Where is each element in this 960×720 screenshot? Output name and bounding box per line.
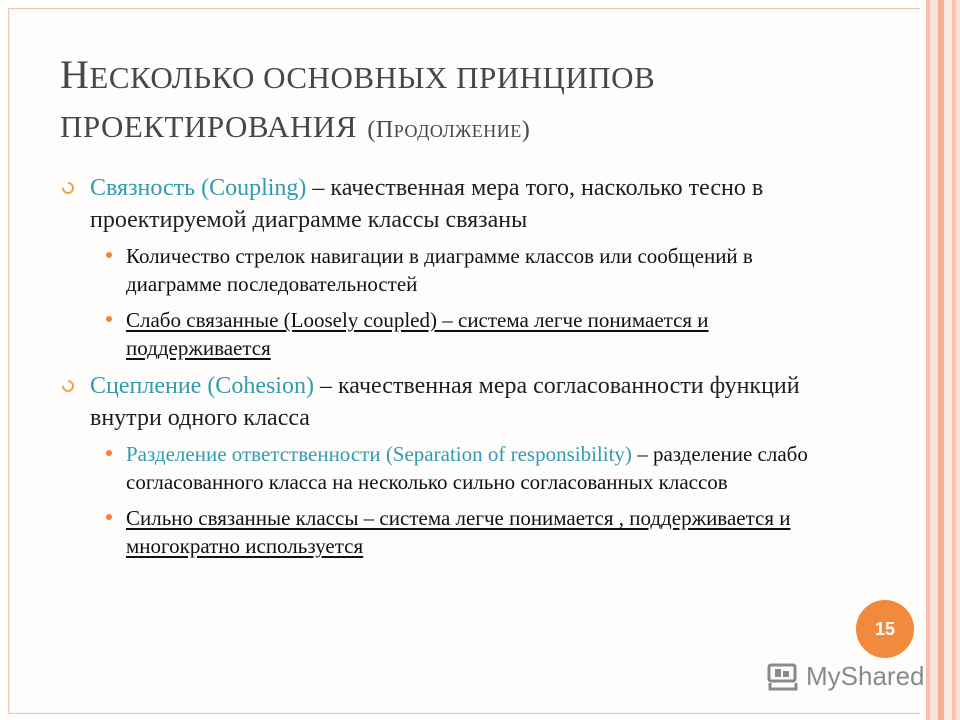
sub-bullet-separation-of-responsibility (62, 440, 822, 496)
bullet-coupling (62, 172, 822, 236)
title-line-2: ПРОЕКТИРОВАНИЯ (ПРОДОЛЖЕНИЕ) (60, 109, 531, 144)
bullet-text: – качественная мера согласованности функций внутри одного класса (90, 373, 800, 431)
bullet-dot-icon (106, 514, 112, 520)
sub-bullet-strongly-coupled (62, 504, 822, 560)
title-line-1: НЕСКОЛЬКО ОСНОВНЫХ ПРИНЦИПОВ (60, 52, 656, 97)
myshared-watermark (766, 658, 925, 694)
sub-bullet-loosely-coupled (62, 306, 822, 362)
decorative-stripes (920, 0, 960, 720)
sub-bullet-text: Сильно связанные классы – система легче понимается , поддерживается и многократно используется (126, 506, 791, 558)
bullet-dot-icon (106, 450, 112, 456)
sub-bullet-text: Слабо связанные (Loosely coupled) – система легче понимается и поддерживается (126, 308, 709, 360)
watermark-text: MyShared (806, 660, 925, 691)
bullet-text: – качественная мера того, насколько тесно в проектируемой диаграмме классы связаны (90, 175, 764, 233)
bullet-dot-icon (106, 252, 112, 258)
sub-bullet-navigation-arrows (62, 242, 822, 298)
page-number-badge: 15 (856, 600, 914, 658)
bullet-cohesion (62, 370, 822, 434)
bullet-term: Сцепление (Cohesion) (90, 373, 314, 399)
bullet-arc-icon (60, 378, 77, 395)
bullet-arc-icon (60, 180, 77, 197)
sub-bullet-text: – разделение слабо согласованного класса на несколько сильно согласованных классов (126, 442, 808, 494)
sub-bullet-text: Количество стрелок навигации в диаграмме классов или сообщений в диаграмме последовательностей (126, 244, 753, 296)
myshared-logo-icon (766, 659, 800, 693)
slide-content (62, 172, 822, 568)
slide-title (60, 52, 880, 154)
bullet-term: Связность (Coupling) (90, 175, 307, 201)
bullet-dot-icon (106, 316, 112, 322)
sub-bullet-term: Разделение ответственности (Separation of responsibility) (126, 442, 632, 466)
